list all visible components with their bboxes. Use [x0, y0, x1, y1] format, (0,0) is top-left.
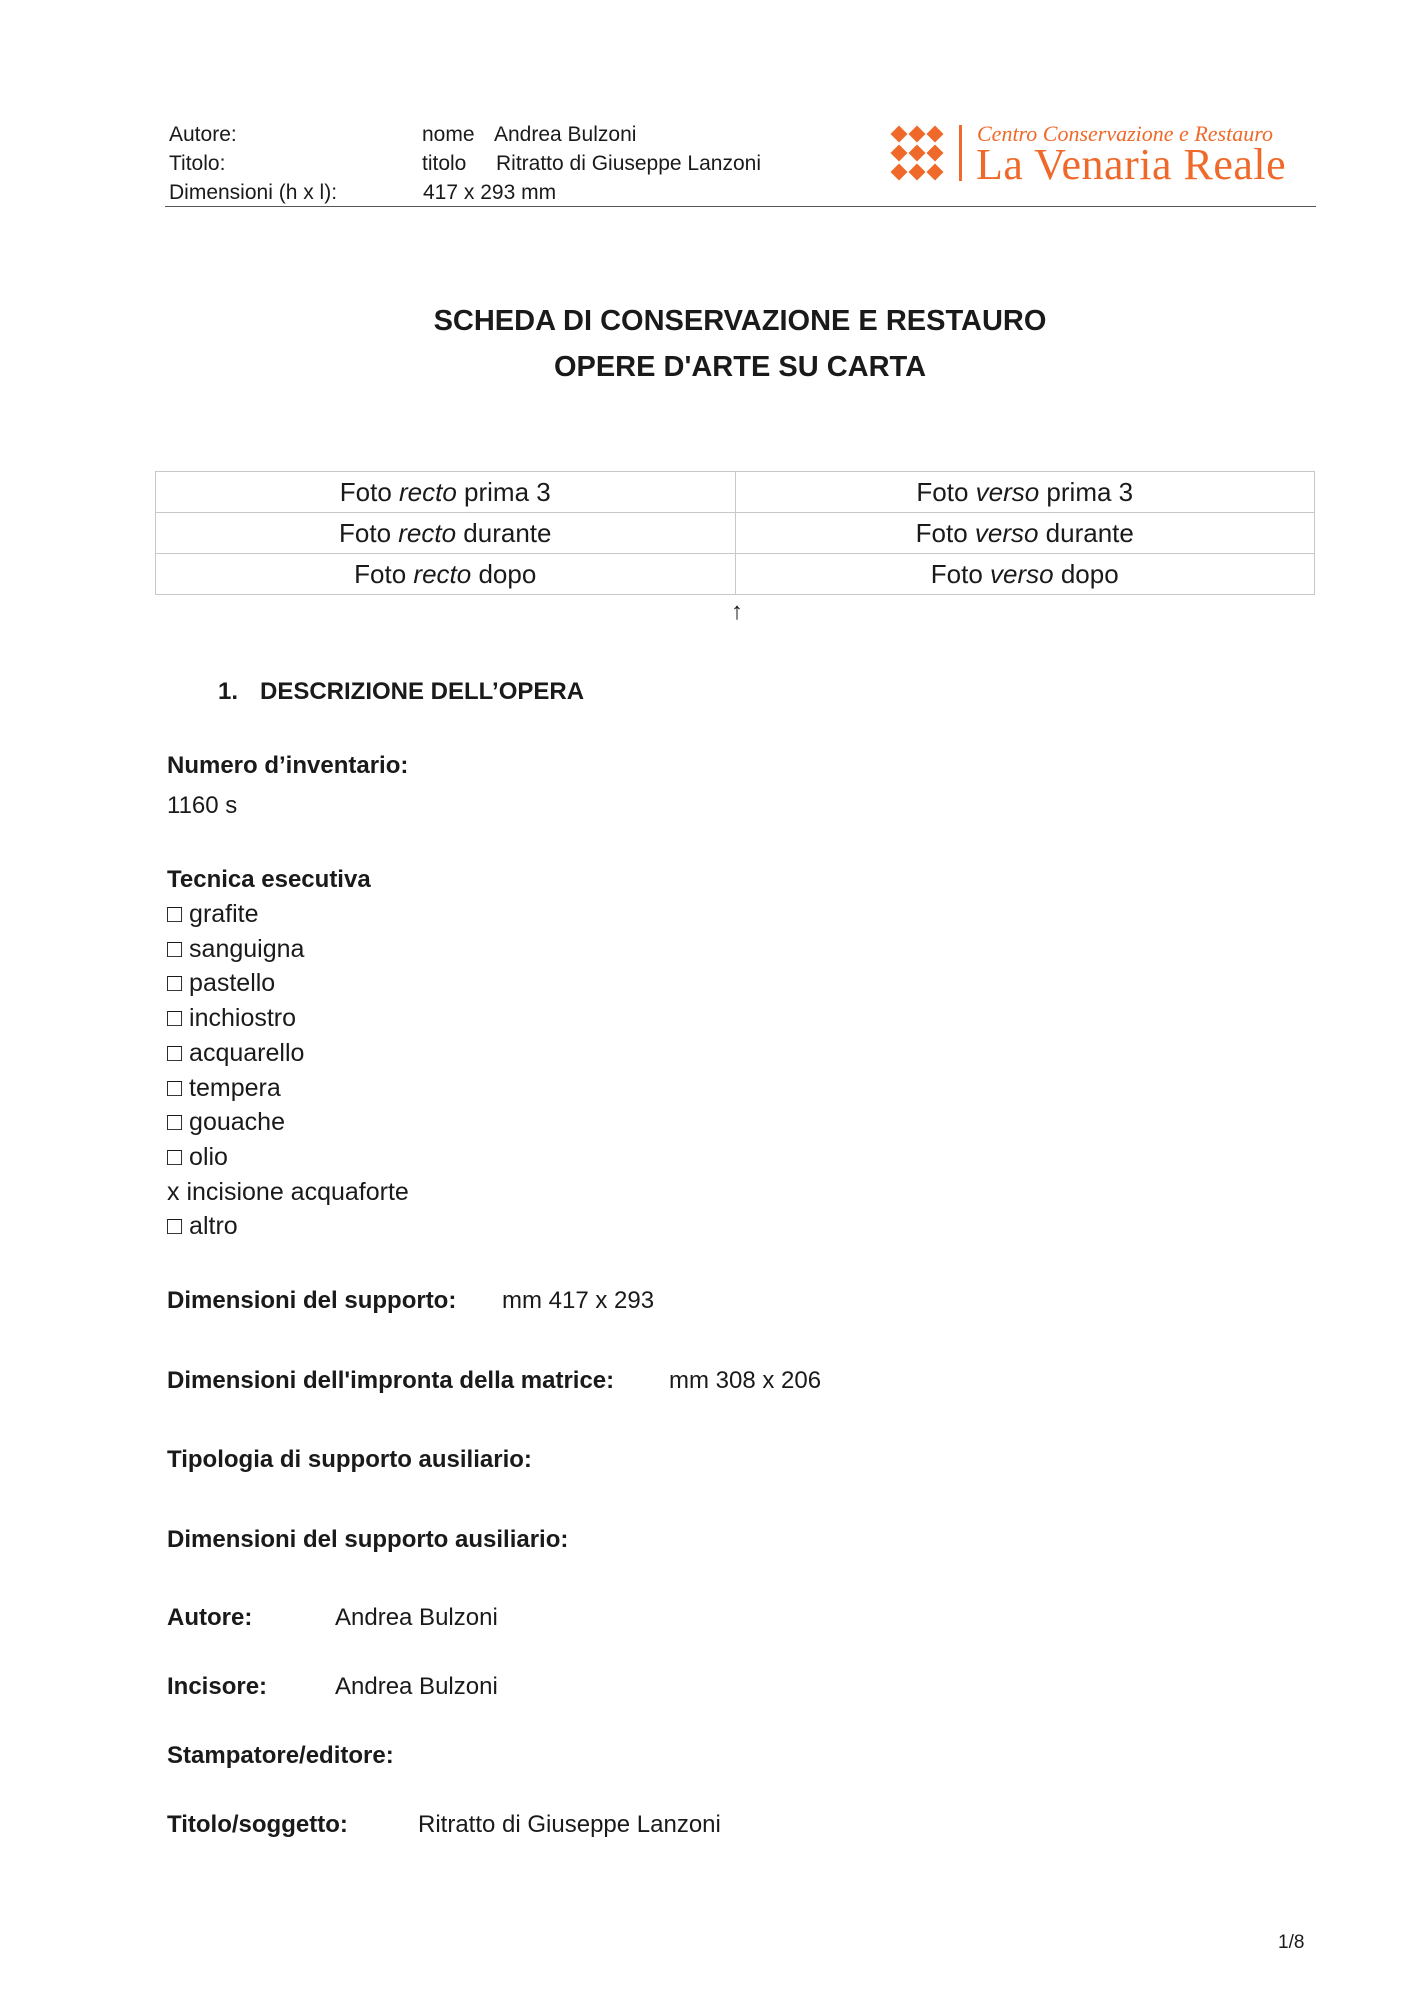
header-divider [165, 206, 1316, 207]
subject-label: Titolo/soggetto: [167, 1811, 348, 1838]
matrix-dims-label: Dimensioni dell'impronta della matrice: [167, 1367, 615, 1394]
list-item: □ grafite [167, 900, 259, 928]
subject-value: Ritratto di Giuseppe Lanzoni [418, 1811, 721, 1838]
list-item: □ gouache [167, 1108, 285, 1137]
header-value-author: Andrea Bulzoni [494, 123, 637, 146]
list-item: □ pastello [167, 969, 276, 998]
support-dims-value: mm 417 x 293 [502, 1287, 655, 1314]
photo-table [155, 471, 1315, 595]
matrix-dims-value: mm 308 x 206 [669, 1367, 822, 1394]
engraver-label: Incisore: [167, 1673, 268, 1700]
page-subtitle: OPERE D'ARTE SU CARTA [553, 351, 927, 383]
list-item: □ altro [167, 1212, 238, 1241]
page-title: SCHEDA DI CONSERVAZIONE E RESTAURO [433, 305, 1047, 337]
header-label-author: Autore: [169, 123, 237, 146]
logo-mark-icon [889, 125, 945, 181]
list-item: □ inchiostro [167, 1004, 297, 1033]
header-value-title: Ritratto di Giuseppe Lanzoni [496, 152, 761, 175]
logo-divider [959, 125, 962, 181]
photo-cell-verso-before: Foto verso prima 3 [735, 472, 1315, 513]
photo-cell-recto-before: Foto recto prima 3 [156, 472, 736, 513]
author-label: Autore: [167, 1604, 253, 1631]
logo-subtitle: Centro Conservazione e Restauro [977, 121, 1273, 146]
photo-cell-verso-during: Foto verso durante [735, 513, 1315, 554]
table-row [156, 513, 1315, 554]
inventory-label: Numero d’inventario: [167, 752, 409, 779]
photo-cell-recto-during: Foto recto durante [156, 513, 736, 554]
list-item: □ tempera [167, 1073, 281, 1102]
printer-label: Stampatore/editore: [167, 1742, 394, 1769]
technique-list [167, 897, 409, 1244]
page-number: 1/8 [1278, 1932, 1305, 1953]
engraver-value: Andrea Bulzoni [335, 1673, 498, 1700]
section-heading: DESCRIZIONE DELL’OPERA [260, 678, 585, 705]
header-key-title: titolo [422, 152, 467, 175]
table-row [156, 472, 1315, 513]
photo-cell-verso-after: Foto verso dopo [735, 554, 1315, 595]
list-item: □ acquarello [167, 1038, 305, 1067]
list-item: □ olio [167, 1142, 228, 1171]
header-key-name: nome [422, 123, 475, 146]
logo-title: La Venaria Reale [976, 140, 1287, 189]
photo-cell-recto-after: Foto recto dopo [156, 554, 736, 595]
author-value: Andrea Bulzoni [335, 1604, 498, 1631]
header-label-dimensions: Dimensioni (h x l): [169, 181, 338, 204]
technique-label: Tecnica esecutiva [167, 866, 371, 893]
list-item: □ sanguigna [167, 934, 305, 963]
arrow-up-icon: ↑ [731, 598, 743, 625]
inventory-value: 1160 s [167, 792, 238, 819]
header-value-dimensions: 417 x 293 mm [423, 181, 557, 204]
aux-type-label: Tipologia di supporto ausiliario: [167, 1446, 532, 1473]
table-row [156, 554, 1315, 595]
support-dims-label: Dimensioni del supporto: [167, 1287, 457, 1314]
list-item: x incisione acquaforte [167, 1177, 409, 1206]
section-number: 1. [218, 678, 239, 705]
aux-dims-label: Dimensioni del supporto ausiliario: [167, 1526, 569, 1553]
header-label-title: Titolo: [169, 152, 226, 175]
